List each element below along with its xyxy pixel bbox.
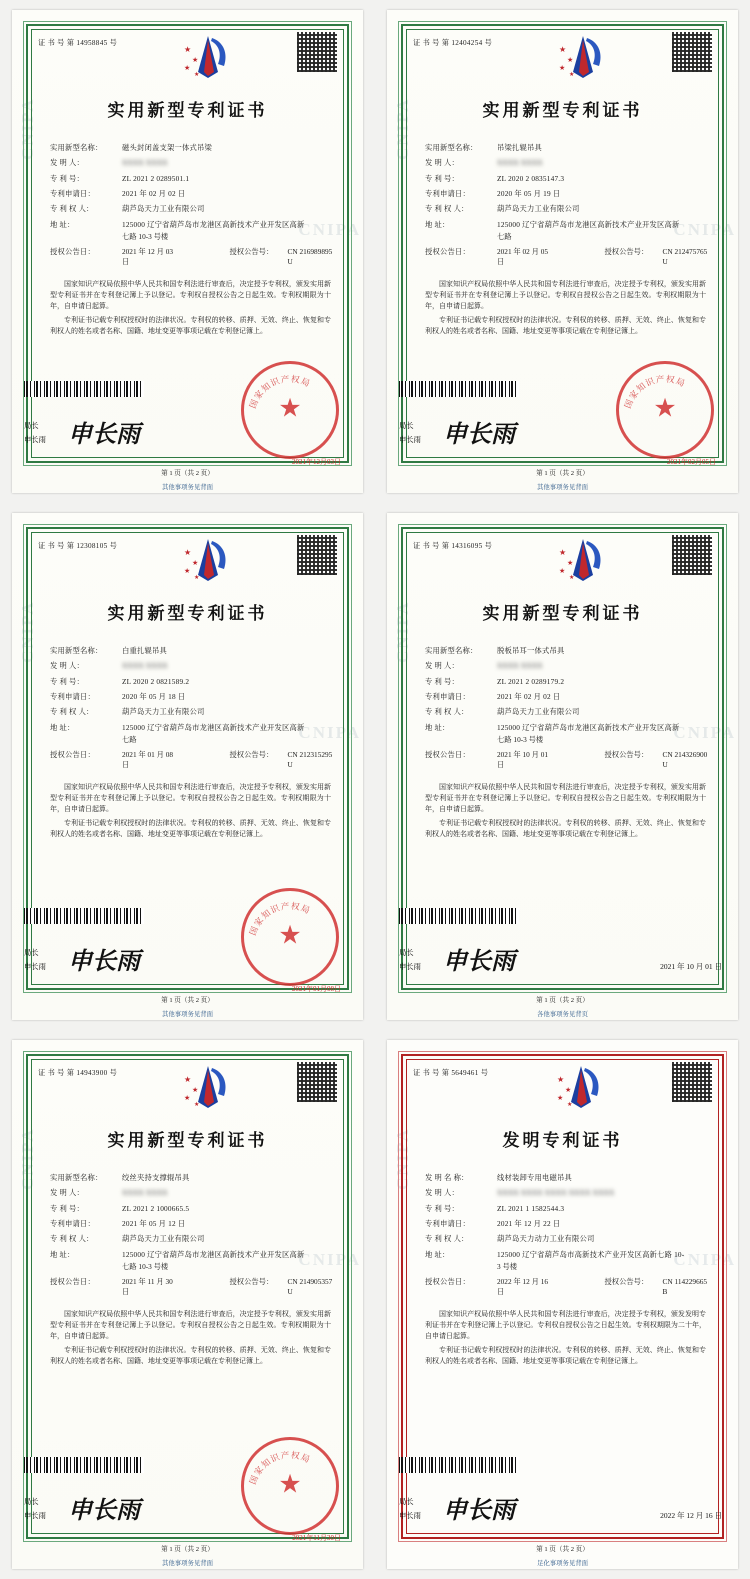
field-value-grant-date: 2021 年 10 月 01 日 bbox=[497, 750, 549, 770]
field-value-grant-date: 2021 年 11 月 30 日 bbox=[122, 1277, 173, 1297]
back-note: 其他事项务见背面 bbox=[161, 484, 214, 491]
cnipa-logo-icon bbox=[553, 32, 611, 88]
svg-text:★: ★ bbox=[557, 1094, 564, 1102]
field-label-address: 地 址： bbox=[425, 219, 450, 229]
field-value-owner: 葫芦岛天力工业有限公司 bbox=[122, 204, 205, 214]
watermark: CNIPA bbox=[393, 600, 412, 663]
svg-text:★: ★ bbox=[194, 575, 200, 581]
grant-date-right: 2022 年 12 月 16 日 bbox=[660, 1511, 722, 1520]
field-label-name: 实用新型名称： bbox=[425, 143, 478, 152]
director-label: 局长 bbox=[24, 1497, 39, 1507]
field-value-grant-no: CN 214905357 U bbox=[287, 1277, 333, 1297]
field-label-owner: 专 利 权 人： bbox=[50, 1234, 94, 1244]
svg-text:★: ★ bbox=[567, 56, 574, 64]
legal-paragraph-1: 国家知识产权局依照中华人民共和国专利法进行审查后，决定授予专利权，颁发实用新型专利证书并在专利登记簿上予以登记。专利权自授权公告之日起生效。专利权期限为十年，自申请日起算。 bbox=[425, 280, 706, 311]
field-label-inventor: 发 明 人： bbox=[425, 661, 460, 671]
qr-code bbox=[672, 32, 712, 72]
certificate-title: 实用新型专利证书 bbox=[107, 604, 268, 623]
barcode bbox=[24, 908, 144, 924]
director-signature-block bbox=[399, 946, 515, 976]
field-value-grant-no: CN 214326900 U bbox=[662, 750, 708, 770]
director-signature-block bbox=[399, 419, 515, 449]
field-label-apply-date: 专利申请日： bbox=[425, 692, 470, 702]
watermark: CNIPA bbox=[298, 220, 361, 239]
field-label-patent-no: 专 利 号： bbox=[50, 676, 85, 686]
field-label-inventor: 发 明 人： bbox=[50, 158, 85, 168]
svg-text:国家知识产权局: 国家知识产权局 bbox=[247, 1449, 313, 1486]
seal-date: 2021年11月30日 bbox=[292, 1534, 341, 1542]
back-note: 足化事项务见背面 bbox=[536, 1560, 589, 1567]
page-footer: 第 1 页（共 2 页） bbox=[536, 997, 589, 1004]
field-label-grant-date: 授权公告日： bbox=[50, 750, 95, 760]
certificate-number: 证 书 号 第 5649461 号 bbox=[413, 1069, 489, 1077]
svg-text:★: ★ bbox=[194, 1102, 200, 1108]
certificate-paper bbox=[387, 10, 738, 493]
field-value-address-1: 125000 辽宁省葫芦岛市龙港区高新技术产业开发区高新 bbox=[122, 219, 305, 229]
field-label-apply-date: 专利申请日： bbox=[50, 1219, 95, 1229]
field-value-grant-date: 2021 年 01 月 08 日 bbox=[122, 750, 174, 770]
field-label-grant-date: 授权公告日： bbox=[50, 1277, 95, 1287]
svg-text:★: ★ bbox=[184, 64, 191, 72]
field-value-inventor: XXXX XXXX bbox=[497, 158, 543, 168]
field-label-owner: 专 利 权 人： bbox=[425, 204, 469, 214]
svg-text:★: ★ bbox=[184, 548, 192, 557]
legal-paragraph-1: 国家知识产权局依照中华人民共和国专利法进行审查后，决定授予专利权，颁发实用新型专利证书并在专利登记簿上予以登记。专利权自授权公告之日起生效。专利权期限为十年，自申请日起算。 bbox=[425, 783, 706, 814]
back-note: 其他事项务见背面 bbox=[161, 1560, 214, 1567]
field-value-patent-no: ZL 2020 2 0835147.3 bbox=[497, 173, 565, 183]
field-label-grant-no: 授权公告号： bbox=[229, 1277, 274, 1287]
watermark: CNIPA bbox=[393, 97, 412, 160]
svg-text:★: ★ bbox=[184, 567, 191, 575]
director-name: 申长雨 bbox=[399, 435, 421, 445]
seal-star-icon: ★ bbox=[278, 1469, 302, 1499]
field-label-apply-date: 专利申请日： bbox=[425, 189, 470, 199]
field-value-name: 白重扎辊吊具 bbox=[122, 646, 167, 655]
legal-paragraph-2: 专利证书记载专利权授权时的法律状况。专利权的转移、质押、无效、终止、恢复和专利权人的姓名或者名称、国籍、地址变更等事项记载在专利登记簿上。 bbox=[425, 1345, 706, 1365]
field-value-owner: 葫芦岛天力动力工业有限公司 bbox=[497, 1234, 595, 1244]
legal-paragraph-1: 国家知识产权局依照中华人民共和国专利法进行审查后，决定授予专利权，颁发实用新型专利证书并在专利登记簿上予以登记。专利权自授权公告之日起生效。专利权期限为十年，自申请日起算。 bbox=[50, 280, 331, 311]
director-name: 申长雨 bbox=[399, 962, 421, 972]
field-label-patent-no: 专 利 号： bbox=[425, 676, 460, 686]
field-value-grant-no: CN 212315295 U bbox=[287, 750, 333, 770]
director-signature-block bbox=[24, 1495, 140, 1525]
certificate-paper bbox=[12, 10, 363, 493]
certificate-paper bbox=[387, 513, 738, 1020]
field-value-inventor: XXXX XXXX bbox=[122, 661, 168, 671]
legal-paragraph-2: 专利证书记载专利权授权时的法律状况。专利权的转移、质押、无效、终止、恢复和专利权人的姓名或者名称、国籍、地址变更等事项记载在专利登记簿上。 bbox=[50, 1345, 331, 1365]
handwritten-signature: 申长雨 bbox=[68, 1498, 140, 1525]
barcode bbox=[24, 381, 144, 397]
legal-paragraph-2: 专利证书记载专利权授权时的法律状况。专利权的转移、质押、无效、终止、恢复和专利权人的姓名或者名称、国籍、地址变更等事项记载在专利登记簿上。 bbox=[425, 818, 706, 838]
cnipa-logo-icon bbox=[553, 535, 611, 591]
director-signature-block bbox=[399, 1495, 515, 1525]
watermark: CNIPA bbox=[18, 97, 37, 160]
legal-paragraph-1: 国家知识产权局依照中华人民共和国专利法进行审查后，决定授予专利权，颁发实用新型专利证书并在专利登记簿上予以登记。专利权自授权公告之日起生效。专利权期限为十年，自申请日起算。 bbox=[50, 783, 331, 814]
field-label-grant-no: 授权公告号： bbox=[229, 750, 274, 760]
field-value-apply-date: 2020 年 05 月 18 日 bbox=[122, 692, 186, 702]
svg-text:★: ★ bbox=[557, 1075, 565, 1084]
field-value-address-1: 125000 辽宁省葫芦岛市龙港区高新技术产业开发区高新 bbox=[122, 1249, 305, 1259]
handwritten-signature: 申长雨 bbox=[68, 422, 140, 449]
field-value-patent-no: ZL 2020 2 0821589.2 bbox=[122, 676, 190, 686]
svg-text:★: ★ bbox=[569, 72, 575, 78]
back-note: 其他事项务见背面 bbox=[536, 484, 589, 491]
watermark: CNIPA bbox=[673, 723, 736, 742]
svg-text:★: ★ bbox=[559, 548, 567, 557]
field-value-apply-date: 2021 年 05 月 12 日 bbox=[122, 1219, 186, 1229]
field-value-name: 线材装卸专用电磁吊具 bbox=[497, 1173, 572, 1182]
field-value-inventor: XXXX XXXX XXXX XXXX XXXX bbox=[497, 1188, 615, 1198]
field-label-grant-date: 授权公告日： bbox=[425, 1277, 470, 1287]
page-footer: 第 1 页（共 2 页） bbox=[161, 997, 214, 1004]
field-value-grant-no: CN 212475765 U bbox=[662, 247, 708, 267]
page-footer: 第 1 页（共 2 页） bbox=[536, 1546, 589, 1553]
field-label-address: 地 址： bbox=[425, 722, 450, 732]
svg-text:★: ★ bbox=[567, 559, 574, 567]
svg-text:国家知识产权局: 国家知识产权局 bbox=[247, 900, 313, 937]
field-value-owner: 葫芦岛天力工业有限公司 bbox=[122, 707, 205, 717]
field-label-name: 实用新型名称： bbox=[50, 646, 103, 655]
seal-star-icon: ★ bbox=[278, 393, 302, 423]
watermark: CNIPA bbox=[18, 600, 37, 663]
field-value-apply-date: 2021 年 02 月 02 日 bbox=[497, 692, 561, 702]
director-signature-block bbox=[24, 419, 140, 449]
certificate-title: 发明专利证书 bbox=[502, 1131, 623, 1150]
official-seal bbox=[241, 1437, 339, 1535]
field-value-name: 脱板吊耳一体式吊具 bbox=[497, 646, 565, 655]
field-label-address: 地 址： bbox=[50, 219, 75, 229]
legal-paragraph-2: 专利证书记载专利权授权时的法律状况。专利权的转移、质押、无效、终止、恢复和专利权人的姓名或者名称、国籍、地址变更等事项记载在专利登记簿上。 bbox=[425, 315, 706, 335]
seal-star-icon: ★ bbox=[278, 920, 302, 950]
field-label-owner: 专 利 权 人： bbox=[50, 204, 94, 214]
field-value-owner: 葫芦岛天力工业有限公司 bbox=[497, 204, 580, 214]
field-value-patent-no: ZL 2021 2 0289501.1 bbox=[122, 173, 190, 183]
director-signature-block bbox=[24, 946, 140, 976]
svg-text:★: ★ bbox=[567, 1102, 573, 1108]
field-label-grant-no: 授权公告号： bbox=[604, 1277, 649, 1287]
field-label-apply-date: 专利申请日： bbox=[50, 189, 95, 199]
director-name: 申长雨 bbox=[399, 1511, 421, 1521]
field-label-patent-no: 专 利 号： bbox=[50, 1203, 85, 1213]
back-note: 其他事项务见背面 bbox=[161, 1011, 214, 1018]
svg-text:★: ★ bbox=[559, 64, 566, 72]
director-name: 申长雨 bbox=[24, 962, 46, 972]
cnipa-logo-icon bbox=[178, 535, 236, 591]
legal-paragraph-2: 专利证书记载专利权授权时的法律状况。专利权的转移、质押、无效、终止、恢复和专利权人的姓名或者名称、国籍、地址变更等事项记载在专利登记簿上。 bbox=[50, 315, 331, 335]
field-value-inventor: XXXX XXXX bbox=[497, 661, 543, 671]
watermark: CNIPA bbox=[673, 1250, 736, 1269]
svg-text:★: ★ bbox=[192, 559, 199, 567]
director-label: 局长 bbox=[24, 948, 39, 958]
field-value-name: 磁头封闭盖支架一体式吊梁 bbox=[122, 143, 212, 152]
official-seal bbox=[616, 361, 714, 459]
field-value-address-2: 3 号楼 bbox=[497, 1262, 518, 1272]
field-label-grant-date: 授权公告日： bbox=[425, 750, 470, 760]
field-label-owner: 专 利 权 人： bbox=[50, 707, 94, 717]
certificate-title: 实用新型专利证书 bbox=[482, 604, 643, 623]
field-label-grant-no: 授权公告号： bbox=[229, 247, 274, 257]
field-value-apply-date: 2021 年 12 月 22 日 bbox=[497, 1219, 561, 1229]
svg-text:★: ★ bbox=[184, 45, 192, 54]
certificate-cell bbox=[0, 1030, 375, 1579]
director-name: 申长雨 bbox=[24, 1511, 46, 1521]
svg-text:★: ★ bbox=[565, 1086, 572, 1094]
field-value-name: 绞丝夹持支撑辊吊具 bbox=[122, 1173, 190, 1182]
seal-star-icon: ★ bbox=[653, 393, 677, 423]
cnipa-logo-icon bbox=[551, 1062, 609, 1118]
handwritten-signature: 申长雨 bbox=[443, 422, 515, 449]
certificate-title: 实用新型专利证书 bbox=[482, 101, 643, 120]
field-label-apply-date: 专利申请日： bbox=[425, 1219, 470, 1229]
svg-text:★: ★ bbox=[184, 1094, 191, 1102]
field-label-apply-date: 专利申请日： bbox=[50, 692, 95, 702]
svg-text:★: ★ bbox=[184, 1075, 192, 1084]
field-label-inventor: 发 明 人： bbox=[425, 1188, 460, 1198]
director-label: 局长 bbox=[399, 948, 414, 958]
official-seal bbox=[241, 361, 339, 459]
cnipa-logo-icon bbox=[178, 1062, 236, 1118]
field-value-grant-date: 2021 年 02 月 05 日 bbox=[497, 247, 549, 267]
field-label-address: 地 址： bbox=[425, 1249, 450, 1259]
certificate-number: 证 书 号 第 12308105 号 bbox=[38, 542, 118, 550]
field-value-grant-date: 2022 年 12 月 16 日 bbox=[497, 1277, 549, 1297]
field-label-inventor: 发 明 人： bbox=[50, 1188, 85, 1198]
field-value-address-2: 七路 10-3 号楼 bbox=[497, 735, 544, 745]
official-seal bbox=[241, 888, 339, 986]
director-label: 局长 bbox=[24, 421, 39, 431]
field-value-address-2: 七路 10-3 号楼 bbox=[122, 232, 169, 242]
certificate-number: 证 书 号 第 14316095 号 bbox=[413, 542, 493, 550]
certificate-title: 实用新型专利证书 bbox=[107, 101, 268, 120]
page-footer: 第 1 页（共 2 页） bbox=[161, 1546, 214, 1553]
barcode bbox=[399, 1457, 519, 1473]
svg-text:★: ★ bbox=[569, 575, 575, 581]
certificate-cell bbox=[0, 0, 375, 503]
barcode bbox=[399, 908, 519, 924]
legal-paragraph-1: 国家知识产权局依照中华人民共和国专利法进行审查后，决定授予专利权，颁发发明专利证书并在专利登记簿上予以登记。专利权自授权公告之日起生效。专利权期限为二十年，自申请日起算。 bbox=[425, 1310, 706, 1341]
svg-text:国家知识产权局: 国家知识产权局 bbox=[247, 373, 313, 410]
field-label-owner: 专 利 权 人： bbox=[425, 1234, 469, 1244]
field-value-address-2: 七路 bbox=[497, 232, 512, 242]
watermark: CNIPA bbox=[673, 220, 736, 239]
field-value-address-1: 125000 辽宁省葫芦岛市龙港区高新技术产业开发区高新 bbox=[122, 722, 305, 732]
director-name: 申长雨 bbox=[24, 435, 46, 445]
field-value-grant-no: CN 114229665 B bbox=[662, 1277, 708, 1297]
field-value-apply-date: 2021 年 02 月 02 日 bbox=[122, 189, 186, 199]
watermark: CNIPA bbox=[298, 1250, 361, 1269]
handwritten-signature: 申长雨 bbox=[443, 1498, 515, 1525]
page-footer: 第 1 页（共 2 页） bbox=[161, 470, 214, 477]
field-label-grant-date: 授权公告日： bbox=[50, 247, 95, 257]
field-value-apply-date: 2020 年 05 月 19 日 bbox=[497, 189, 561, 199]
svg-text:★: ★ bbox=[194, 72, 200, 78]
watermark: CNIPA bbox=[393, 1127, 412, 1190]
field-label-inventor: 发 明 人： bbox=[425, 158, 460, 168]
field-label-patent-no: 专 利 号： bbox=[50, 173, 85, 183]
field-value-inventor: XXXX XXXX bbox=[122, 1188, 168, 1198]
qr-code bbox=[672, 1062, 712, 1102]
field-value-patent-no: ZL 2021 2 1000665.5 bbox=[122, 1203, 190, 1213]
handwritten-signature: 申长雨 bbox=[68, 949, 140, 976]
certificate-paper bbox=[12, 513, 363, 1020]
field-label-name: 实用新型名称： bbox=[50, 1173, 103, 1182]
certificate-number: 证 书 号 第 14943900 号 bbox=[38, 1069, 118, 1077]
page-footer: 第 1 页（共 2 页） bbox=[536, 470, 589, 477]
field-label-name: 发 明 名 称： bbox=[425, 1173, 469, 1182]
seal-date: 2021年02月05日 bbox=[667, 458, 716, 466]
svg-text:国家知识产权局: 国家知识产权局 bbox=[622, 373, 688, 410]
field-value-address-1: 125000 辽宁省葫芦岛市龙港区高新技术产业开发区高新 bbox=[497, 219, 680, 229]
handwritten-signature: 申长雨 bbox=[443, 949, 515, 976]
certificate-title: 实用新型专利证书 bbox=[107, 1131, 268, 1150]
certificate-cell bbox=[375, 503, 750, 1030]
field-value-owner: 葫芦岛天力工业有限公司 bbox=[122, 1234, 205, 1244]
barcode bbox=[24, 1457, 144, 1473]
legal-paragraph-1: 国家知识产权局依照中华人民共和国专利法进行审查后，决定授予专利权，颁发实用新型专利证书并在专利登记簿上予以登记。专利权自授权公告之日起生效。专利权期限为十年，自申请日起算。 bbox=[50, 1310, 331, 1341]
legal-paragraph-2: 专利证书记载专利权授权时的法律状况。专利权的转移、质押、无效、终止、恢复和专利权人的姓名或者名称、国籍、地址变更等事项记载在专利登记簿上。 bbox=[50, 818, 331, 838]
field-label-patent-no: 专 利 号： bbox=[425, 173, 460, 183]
seal-date: 2021年01月08日 bbox=[292, 985, 341, 993]
certificate-number: 证 书 号 第 14958845 号 bbox=[38, 39, 118, 47]
field-label-grant-no: 授权公告号： bbox=[604, 247, 649, 257]
qr-code bbox=[672, 535, 712, 575]
field-value-address-2: 七路 10-3 号楼 bbox=[122, 1262, 169, 1272]
field-label-inventor: 发 明 人： bbox=[50, 661, 85, 671]
svg-text:★: ★ bbox=[559, 567, 566, 575]
field-value-address-1: 125000 辽宁省葫芦岛市龙港区高新技术产业开发区高新 bbox=[497, 722, 680, 732]
field-value-owner: 葫芦岛天力工业有限公司 bbox=[497, 707, 580, 717]
back-note: 各他事项务见背页 bbox=[536, 1011, 589, 1018]
qr-code bbox=[297, 32, 337, 72]
certificate-cell bbox=[375, 1030, 750, 1579]
field-label-grant-date: 授权公告日： bbox=[425, 247, 470, 257]
qr-code bbox=[297, 535, 337, 575]
watermark: CNIPA bbox=[18, 1127, 37, 1190]
field-value-inventor: XXXX XXXX bbox=[122, 158, 168, 168]
field-label-name: 实用新型名称： bbox=[425, 646, 478, 655]
director-label: 局长 bbox=[399, 1497, 414, 1507]
field-value-address-2: 七路 bbox=[122, 735, 137, 745]
seal-date: 2021年12月03日 bbox=[292, 458, 341, 466]
field-value-address-1: 125000 辽宁省葫芦岛市高新技术产业开发区高新七路 10- bbox=[497, 1249, 685, 1259]
certificate-cell bbox=[0, 503, 375, 1030]
field-label-address: 地 址： bbox=[50, 722, 75, 732]
certificate-cell bbox=[375, 0, 750, 503]
svg-text:★: ★ bbox=[192, 1086, 199, 1094]
svg-text:★: ★ bbox=[192, 56, 199, 64]
qr-code bbox=[297, 1062, 337, 1102]
certificate-number: 证 书 号 第 12404254 号 bbox=[413, 39, 493, 47]
watermark: CNIPA bbox=[298, 723, 361, 742]
director-label: 局长 bbox=[399, 421, 414, 431]
field-value-patent-no: ZL 2021 1 1582544.3 bbox=[497, 1203, 565, 1213]
field-value-patent-no: ZL 2021 2 0289179.2 bbox=[497, 676, 565, 686]
field-value-grant-date: 2021 年 12 月 03 日 bbox=[122, 247, 174, 267]
field-label-owner: 专 利 权 人： bbox=[425, 707, 469, 717]
certificate-paper bbox=[12, 1040, 363, 1569]
barcode bbox=[399, 381, 519, 397]
field-value-grant-no: CN 216989895 U bbox=[287, 247, 333, 267]
field-label-name: 实用新型名称： bbox=[50, 143, 103, 152]
svg-text:★: ★ bbox=[559, 45, 567, 54]
field-label-grant-no: 授权公告号： bbox=[604, 750, 649, 760]
certificate-paper bbox=[387, 1040, 738, 1569]
field-value-name: 吊梁扎辊吊具 bbox=[497, 143, 542, 152]
field-label-patent-no: 专 利 号： bbox=[425, 1203, 460, 1213]
cnipa-logo-icon bbox=[178, 32, 236, 88]
grant-date-right: 2021 年 10 月 01 日 bbox=[660, 962, 722, 971]
field-label-address: 地 址： bbox=[50, 1249, 75, 1259]
